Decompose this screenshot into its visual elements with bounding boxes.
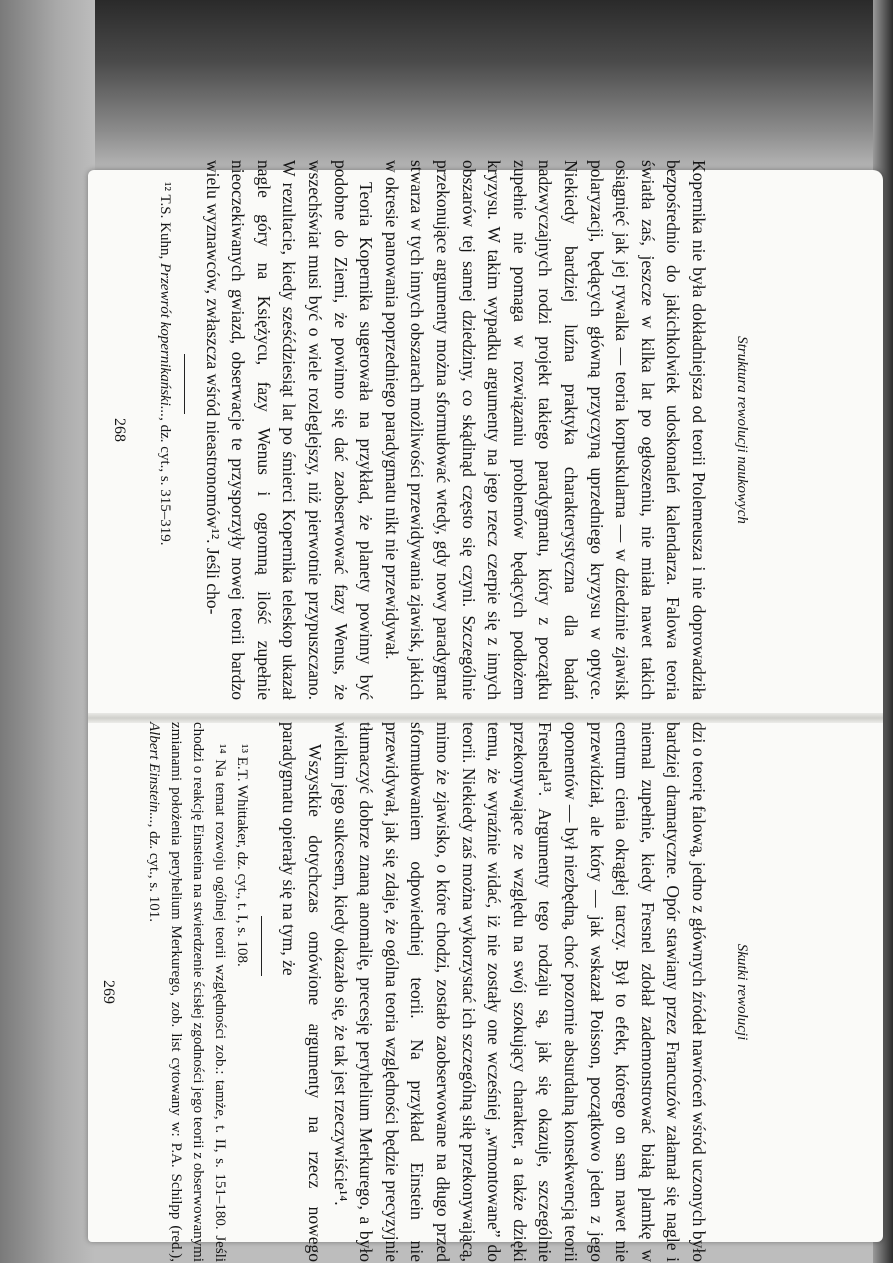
right-page [0,722,750,1262]
page-number: 269 [99,980,117,1004]
footnote-14 [143,722,231,1262]
footnote-rest: dz. cyt., s. 315–319. [157,424,174,546]
page-number: 268 [111,418,129,442]
footnote-12 [154,160,176,700]
paragraph: Kopernika nie była dokładniejsza od teorii Ptolemeusza i nie doprowadziła bezpośrednio do jakichkolwiek udoskonaleń kalendarza. Falowa teoria światła zaś, jeszcze w kilka lat po ogłoszeniu, nie miała nawet takich osiągnięć jak jej rywalka — teoria korpuskularna — w dziedzinie zjawisk polaryzacji, będących główną przyczyną uprzedniego kryzysu w optyce. Niekiedy bardziej luźna praktyka charakterystyczna dla badań nadzwyczajnych rodzi projekt takiego paradygmatu, który z początku zupełnie nie pomaga w rozwiązaniu problemów będących podłożem kryzysu. W takim wypadku argumenty na jego rzecz czerpie się z innych obszarów tej samej dziedziny, co skądinąd często się czyni. Szczególnie przekonujące argumenty można sformułować wtedy, gdy nowy paradygmat stwarza w tych innych obszarach możliwości przewidywania zjawisk, jakich w okresie panowania poprzedniego paradygmatu nikt nie przewidywał. [381,160,709,700]
footnote-rule [261,916,262,976]
footnote-author: T.S. Kuhn, [157,194,174,260]
footnote-title: Albert Einstein..., [145,722,162,828]
paragraph: Teoria Kopernika sugerowała na przykład, że planety powinny być podobne do Ziemi, że powinno się dać zaobserwować fazy Wenus, że wszechświat musi być o wiele rozleglejszy, niż pierwotnie przypuszczano. W rezultacie, kiedy sześćdziesiąt lat po śmierci Kopernika teleskop ukazał nagle góry na Księżycu, fazy Wenus i ogromną ilość zupełnie nieoczekiwanych gwiazd, obserwacje te przysporzyły nowej teorii bardzo wielu wyznawców, zwłaszcza wśród nieastronomów¹². Jeśli cho- [202,160,377,700]
footnote-title: Przewrót kopernikański..., [157,262,174,421]
footnote-13: ¹³ E.T. Whittaker, dz. cyt., t. I, s. 108. [233,744,250,967]
running-head: Struktura rewolucji naukowych [734,336,750,524]
running-head: Skutki rewolucji [734,943,750,1041]
footnote-rule [184,354,185,414]
footnote-number: ¹² [157,182,174,191]
left-page [0,160,750,700]
paragraph: dzi o teorię falową, jedno z głównych źródeł nawróceń wśród uczonych było bardziej dramatyczne. Opór stawiany przez Francuzów załamał się nagle i niemal zupełnie, kiedy Fresnel zdołał zademonstrować białą plamkę w centrum cienia okrągłej tarczy. Był to efekt, którego on sam nawet nie przewidział, ale który — jak wskazał Poisson, początkowo jeden z jego oponentów — był niezbędną, choć pozornie absurdalną konsekwencją teorii Fresnela¹³. Argumenty tego rodzaju są, jak się okazuje, szczególnie przekonywające ze względu na swój szokujący charakter, a także dzięki temu, że wyraźnie widać, iż nie zostały one wcześniej „wmontowane” do teorii. Niekiedy zaś można wykorzystać ich szczególną siłę przekonywającą, mimo że zjawisko, o które chodzi, zostało zaobserwowane na długo przed sformułowaniem odpowiedniej teorii. Na przykład Einstein nie przewidywał, jak się zdaje, że ogólna teoria względności będzie precyzyjnie tłumaczyć dobrze znaną anomalię, precesję peryhelium Merkurego, a było wielkim jego sukcesem, kiedy okazało się, że tak jest rzeczywiście¹⁴. [330,722,709,1262]
scanner-shadow-top [0,0,893,175]
paragraph: Wszystkie dotychczas omówione argumenty na rzecz nowego paradygmatu opierały się na tym, że [279,722,326,1262]
footnote-text: ¹⁴ Na temat rozwoju ogólnej teorii względności zob.: tamże, t. II, s. 151–180. Jeśli chodzi o reakcję Einsteina na stwierdzenie ścisłej zgodności jego teorii z obserwowanymi zmianami położenia peryhelium Merkurego, zob. list cytowany w: P.A. Schilpp (red.), [167,722,228,1262]
footnote-tail: dz. cyt., s. 101. [145,831,162,922]
